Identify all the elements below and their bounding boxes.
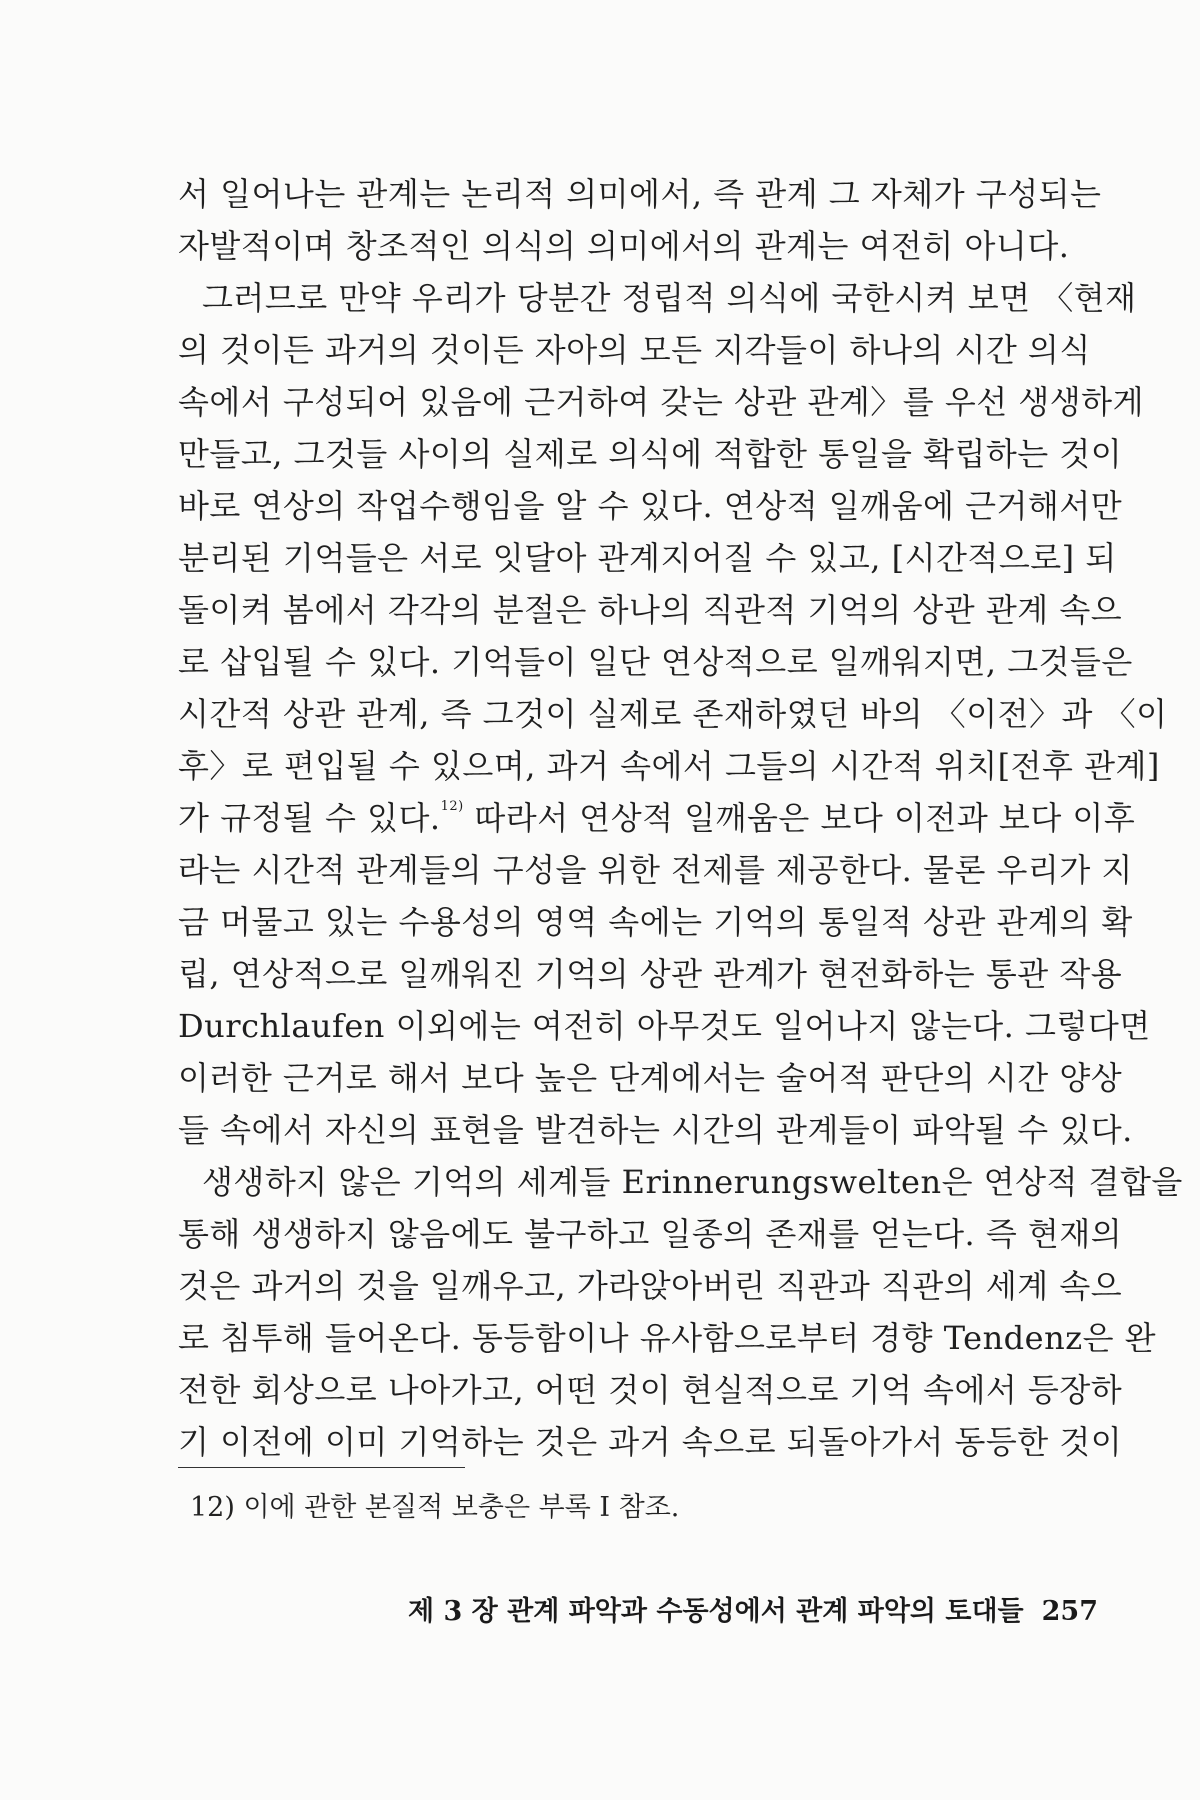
- footnote-reference[interactable]: 12): [440, 799, 464, 814]
- body-text: [178, 168, 1183, 1468]
- text-line: 만들고, 그것들 사이의 실제로 의식에 적합한 통일을 확립하는 것이: [178, 435, 1123, 473]
- text-line: 로 삽입될 수 있다. 기억들이 일단 연상적으로 일깨워지면, 그것들은: [178, 643, 1133, 681]
- text-line: 이러한 근거로 해서 보다 높은 단계에서는 술어적 판단의 시간 양상: [178, 1059, 1123, 1097]
- text-line: 전한 회상으로 나아가고, 어떤 것이 현실적으로 기억 속에서 등장하: [178, 1371, 1123, 1409]
- text-line: 돌이켜 봄에서 각각의 분절은 하나의 직관적 기억의 상관 관계 속으: [178, 591, 1123, 629]
- text-line: 들 속에서 자신의 표현을 발견하는 시간의 관계들이 파악될 수 있다.: [178, 1111, 1133, 1149]
- text-line: 라는 시간적 관계들의 구성을 위한 전제를 제공한다. 물론 우리가 지: [178, 851, 1133, 889]
- text-line: 립, 연상적으로 일깨워진 기억의 상관 관계가 현전화하는 통관 작용: [178, 955, 1123, 993]
- running-footer: [408, 1592, 1098, 1632]
- text-line: 그러므로 만약 우리가 당분간 정립적 의식에 국한시켜 보면 〈현재: [202, 279, 1137, 317]
- footnote-divider: [178, 1467, 465, 1468]
- text-line: 기 이전에 이미 기억하는 것은 과거 속으로 되돌아가서 동등한 것이: [178, 1423, 1123, 1461]
- text-line: 금 머물고 있는 수용성의 영역 속에는 기억의 통일적 상관 관계의 확: [178, 903, 1133, 941]
- text-line: 후〉로 편입될 수 있으며, 과거 속에서 그들의 시간적 위치[전후 관계]: [178, 747, 1160, 785]
- page-number: 257: [1041, 1596, 1098, 1627]
- text-line: 통해 생생하지 않음에도 불구하고 일종의 존재를 얻는다. 즉 현재의: [178, 1215, 1123, 1253]
- footnote: 12) 이에 관한 본질적 보충은 부록 I 참조.: [190, 1492, 680, 1523]
- text-line: 자발적이며 창조적인 의식의 의미에서의 관계는 여전히 아니다.: [178, 227, 1070, 265]
- text-line: 분리된 기억들은 서로 잇달아 관계지어질 수 있고, [시간적으로] 되: [178, 539, 1117, 577]
- text-line-with-footnote: [178, 792, 1136, 844]
- text-line: 시간적 상관 관계, 즉 그것이 실제로 존재하였던 바의 〈이전〉과 〈이: [178, 695, 1168, 733]
- text-segment: 가 규정될 수 있다.: [178, 799, 441, 837]
- text-line: 로 침투해 들어온다. 동등함이나 유사함으로부터 경향 Tendenz은 완: [178, 1319, 1157, 1357]
- chapter-title: 제 3 장 관계 파악과 수동성에서 관계 파악의 토대들: [408, 1596, 1024, 1627]
- text-line: Durchlaufen 이외에는 여전히 아무것도 일어나지 않는다. 그렇다면: [178, 1007, 1151, 1045]
- text-line: 생생하지 않은 기억의 세계들 Erinnerungswelten은 연상적 결합을: [202, 1163, 1183, 1201]
- text-line: 서 일어나는 관계는 논리적 의미에서, 즉 관계 그 자체가 구성되는: [178, 175, 1102, 213]
- text-line: 의 것이든 과거의 것이든 자아의 모든 지각들이 하나의 시간 의식: [178, 331, 1091, 369]
- text-line: 바로 연상의 작업수행임을 알 수 있다. 연상적 일깨움에 근거해서만: [178, 487, 1123, 525]
- text-line: 속에서 구성되어 있음에 근거하여 갖는 상관 관계〉를 우선 생생하게: [178, 383, 1145, 421]
- text-line: 것은 과거의 것을 일깨우고, 가라앉아버린 직관과 직관의 세계 속으: [178, 1267, 1123, 1305]
- text-segment: 따라서 연상적 일깨움은 보다 이전과 보다 이후: [463, 799, 1136, 837]
